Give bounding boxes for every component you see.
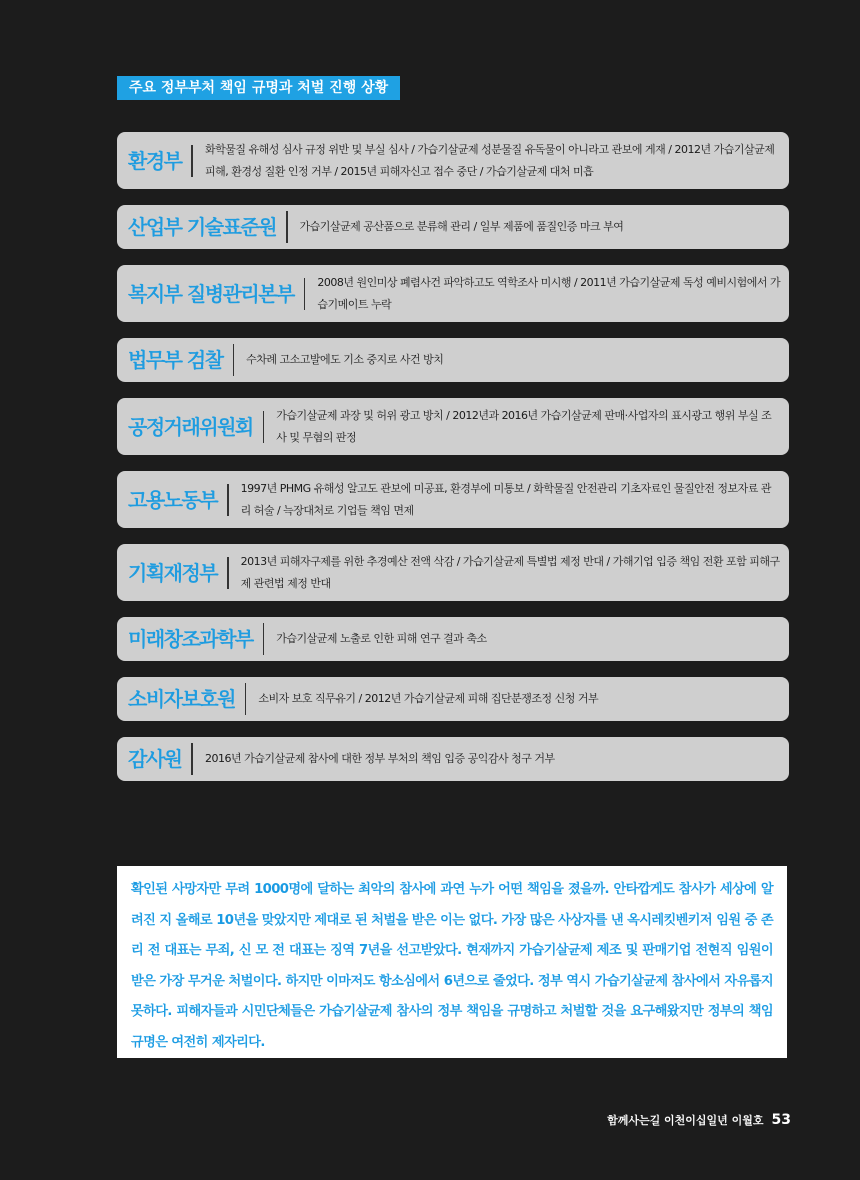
agency-description: 소비자 보호 직무유기 / 2012년 가습기살균제 피해 집단분쟁조정 신청 거부 [258,692,599,705]
agency-row [117,471,789,528]
summary-box [117,866,787,1058]
agency-name: 기획재정부 [128,560,218,585]
agency-row [117,338,789,382]
agency-description: 2013년 피해자구제를 위한 추경예산 전액 삭감 / 가습기살균제 특별법 제정 반대 / 가해기업 입증 책임 전환 포함 피해구제 관련법 제정 반대 [240,554,780,590]
agency-description: 2016년 가습기살균제 참사에 대한 정부 부처의 책임 입증 공익감사 청구 거부 [204,752,555,765]
agency-row [117,737,789,781]
agency-name: 산업부 기술표준원 [128,215,277,239]
agency-description: 수차례 고소고발에도 기소 중지로 사건 방치 [246,353,444,366]
agency-row [117,677,789,721]
agency-row [117,544,789,601]
publication-title: 함께사는길 이천이십일년 이월호 [607,1114,764,1127]
agency-name: 복지부 질병관리본부 [128,281,294,306]
agency-row [117,398,789,455]
agency-row [117,205,789,249]
agency-description: 가습기살균제 과장 및 허위 광고 방치 / 2012년과 2016년 가습기살균제 판매·사업자의 표시광고 행위 부실 조사 및 무혐의 판정 [276,408,772,444]
agency-name: 고용노동부 [128,487,218,512]
section-title: 주요 정부부처 책임 규명과 처벌 진행 상황 [117,76,400,100]
page-number: 53 [771,1112,791,1128]
agency-description: 화학물질 유해성 심사 규정 위반 및 부실 심사 / 가습기살균제 성분물질 유독물이 아니라고 관보에 게재 / 2012년 가습기살균제 피해, 환경성 질환 인정 거부 / 2015년 피해자신고 접수 중단 / 가습기살균제 대처 미흡 [204,142,775,178]
agency-name: 법무부 검찰 [128,348,223,372]
agency-name: 감사원 [128,747,182,771]
summary-text: 확인된 사망자만 무려 1000명에 달하는 최악의 참사에 과연 누가 어떤 책임을 졌을까. 안타깝게도 참사가 세상에 알려진 지 올해로 10년을 맞았지만 제대로 된 처벌을 받은 이는 없다. 가장 많은 사상자를 낸 옥시레킷벤키저 임원 중 존리 전 대표는 무죄, 신 모 전 대표는 징역 7년을 선고받았다. 현재까지 가습기살균제 제조 및 판매기업 전현직 임원이 받은 가장 무거운 처벌이다. 하지만 이마저도 항소심에서 6년으로 줄었다. 정부 역시 가습기살균제 참사에서 자유롭지 못하다. 피해자들과 시민단체들은 가습기살균제 참사의 정부 책임을 규명하고 처벌할 것을 요구해왔지만 정부의 책임 규명은 여전히 제자리다. [131,882,773,1050]
agency-name: 환경부 [128,148,182,173]
agency-row [117,132,789,189]
page-footer [607,1112,791,1128]
agency-name: 소비자보호원 [128,687,235,711]
agency-name: 미래창조과학부 [128,627,253,651]
agency-row [117,617,789,661]
agency-description: 2008년 원인미상 폐렴사건 파악하고도 역학조사 미시행 / 2011년 가습기살균제 독성 예비시험에서 가습기메이트 누락 [317,275,781,311]
agency-description: 1997년 PHMG 유해성 알고도 관보에 미공표, 환경부에 미통보 / 화학물질 안전관리 기초자료인 물질안전 정보자료 관리 허술 / 늑장대처로 기업들 책임 면제 [240,481,771,517]
agency-description: 가습기살균제 공산품으로 분류해 관리 / 일부 제품에 품질인증 마크 부여 [299,220,624,233]
agency-description: 가습기살균제 노출로 인한 피해 연구 결과 축소 [276,632,487,645]
agency-name: 공정거래위원회 [128,414,253,439]
agency-row [117,265,789,322]
